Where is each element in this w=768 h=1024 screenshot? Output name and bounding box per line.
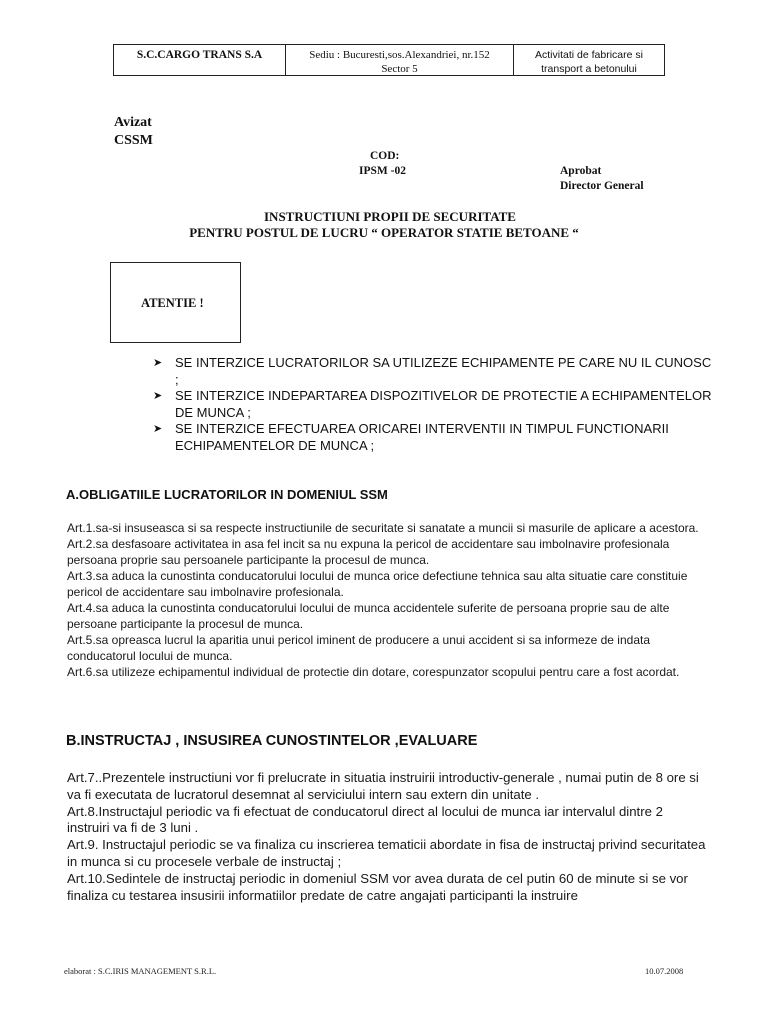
- aprobat-label: Aprobat: [560, 165, 602, 177]
- arrow-bullet-icon: ➤: [153, 423, 163, 435]
- cod-label: COD:: [370, 150, 400, 162]
- avizat-cssm: CSSM: [114, 133, 153, 148]
- warning-text: SE INTERZICE EFECTUAREA ORICAREI INTERVENTII IN TIMPUL FUNCTIONARII ECHIPAMENTELOR DE MUNCA ;: [175, 421, 669, 453]
- warning-text: SE INTERZICE LUCRATORILOR SA UTILIZEZE ECHIPAMENTE PE CARE NU IL CUNOSC ;: [175, 355, 712, 387]
- warning-text: SE INTERZICE INDEPARTAREA DISPOZITIVELOR DE PROTECTIE A ECHIPAMENTELOR DE MUNCA ;: [175, 388, 712, 420]
- aprobat-director: Director General: [560, 180, 644, 192]
- article: Art.8.Instructajul periodic va fi efectuat de conducatorul direct al locului de munca iar intervalul dintre 2 instruiri va fi de 3 luni .: [67, 803, 663, 836]
- atentie-box: [110, 262, 241, 343]
- article: Art.9. Instructajul periodic se va finaliza cu inscrierea tematicii abordate in fisa de instructaj privind securitatea in munca si cu procesele verbale de instructaj ;: [67, 837, 706, 869]
- title-line-1: INSTRUCTIUNI PROPII DE SECURITATE: [264, 209, 516, 224]
- arrow-bullet-icon: ➤: [153, 357, 163, 369]
- activity-cell: [514, 45, 664, 75]
- section-b-heading: B.INSTRUCTAJ , INSUSIREA CUNOSTINTELOR ,EVALUARE: [66, 733, 478, 749]
- footer-date: 10.07.2008: [645, 966, 684, 976]
- warning-item: [153, 355, 713, 388]
- company-name: S.C.CARGO TRANS S.A: [136, 49, 263, 61]
- header-table: [113, 44, 665, 76]
- activity-line-1: Activitati de fabricare si: [535, 49, 643, 61]
- warning-item: [153, 388, 713, 421]
- warning-item: [153, 421, 713, 454]
- address-line-2: Sector 5: [381, 63, 418, 75]
- activity-line-2: transport a betonului: [541, 63, 637, 75]
- company-name-cell: [114, 45, 286, 75]
- title-line-2: PENTRU POSTUL DE LUCRU “ OPERATOR STATIE BETOANE “: [189, 225, 579, 240]
- atentie-label: ATENTIE !: [141, 296, 204, 310]
- address-cell: [286, 45, 514, 75]
- cod-block: [359, 149, 406, 179]
- section-a-heading: A.OBLIGATIILE LUCRATORILOR IN DOMENIUL SSM: [66, 487, 388, 502]
- article: Art.3.sa aduca la cunostinta conducatorului locului de munca orice defectiune tehnica sau alta situatie care constituie pericol de accidentare sau imbolnavire profesionala.: [67, 569, 688, 599]
- article: Art.5.sa opreasca lucrul la aparitia unui pericol iminent de producere a unui accident si sa informeze de indata conducatorul locului de munca.: [67, 633, 650, 663]
- article: Art.10.Sedintele de instructaj periodic in domeniul SSM vor avea durata de cel putin 60 de minute si se vor finaliza cu testarea insusirii informatiilor predate de catre angajati participanti la instruire: [67, 870, 688, 903]
- footer-elaborat: elaborat : S.C.IRIS MANAGEMENT S.R.L.: [64, 966, 217, 976]
- article: Art.4.sa aduca la cunostinta conducatorului locului de munca accidentele suferite de persoana proprie sau de alte persoane participante la procesul de munca.: [67, 601, 670, 631]
- article: Art.1.sa-si insuseasca si sa respecte instructiunile de securitate si sanatate a muncii si masurile de aplicare a acestora.: [67, 521, 699, 535]
- article: Art.7..Prezentele instructiuni vor fi prelucrate in situatia instruirii introductiv-generale , numai putin de 8 ore si va fi executata de lucratorul desemnat al serviciului intern sau extern din unitate .: [67, 770, 699, 802]
- avizat-label: Avizat: [114, 115, 152, 130]
- section-b-articles: [67, 770, 707, 904]
- article: Art.6.sa utilizeze echipamentul individual de protectie din dotare, corespunzator scopului pentru care a fost acordat.: [67, 665, 680, 679]
- article: Art.2.sa desfasoare activitatea in asa fel incit sa nu expuna la pericol de accidentare sau imbolnavire profesionala persoana proprie sau persoanele participante la procesul de munca.: [67, 537, 670, 567]
- section-a-articles: [67, 520, 707, 680]
- arrow-bullet-icon: ➤: [153, 390, 163, 402]
- warning-list: [153, 355, 713, 454]
- aprobat-block: [560, 164, 644, 194]
- document-title: [0, 209, 768, 241]
- avizat-block: [114, 114, 153, 150]
- address-line-1: Sediu : Bucuresti,sos.Alexandriei, nr.152: [309, 49, 490, 61]
- cod-value: IPSM -02: [359, 165, 406, 177]
